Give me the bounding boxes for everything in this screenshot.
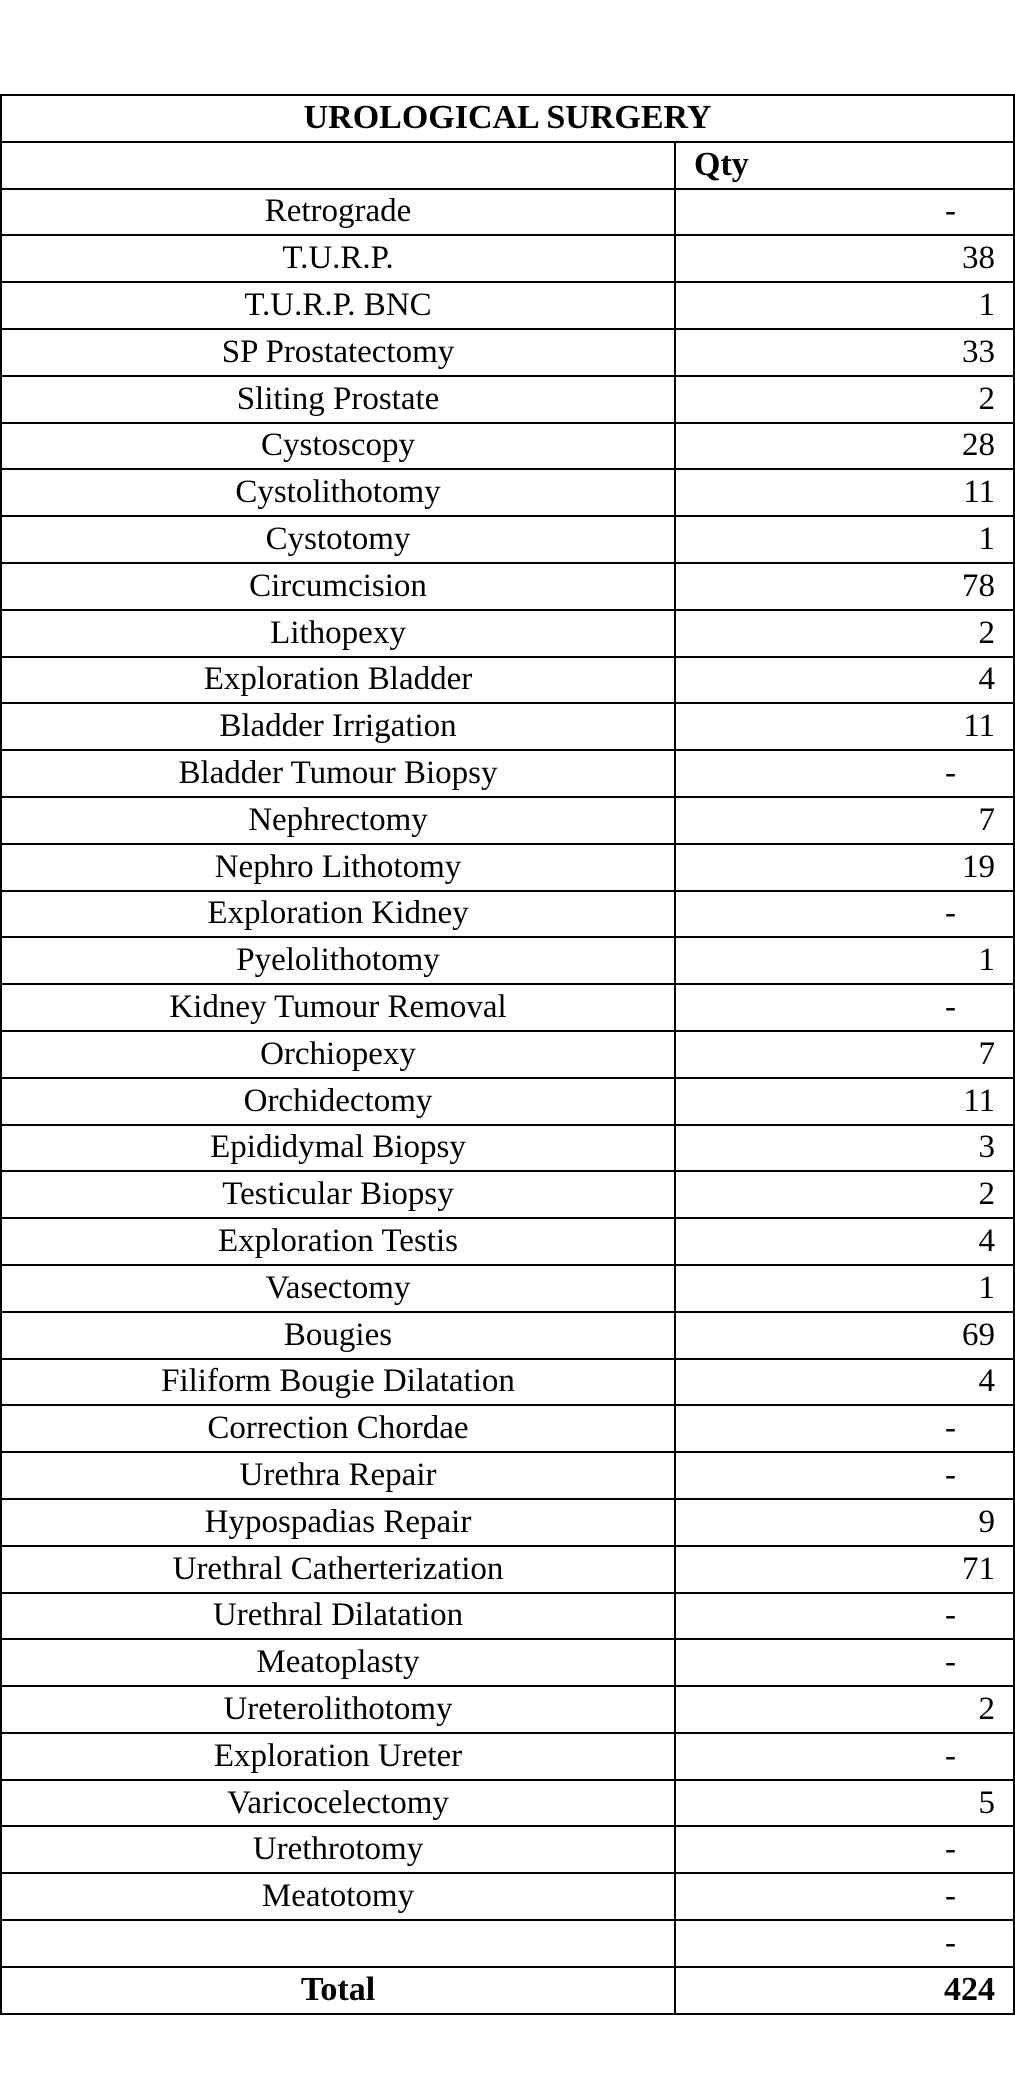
procedure-qty: 2 (675, 1686, 1014, 1733)
procedure-name: Cystolithotomy (1, 469, 675, 516)
procedure-qty: 28 (675, 423, 1014, 470)
procedure-qty: - (675, 1733, 1014, 1780)
procedure-qty: 1 (675, 282, 1014, 329)
table-row (1, 1499, 1014, 1546)
table-row (1, 282, 1014, 329)
procedure-name: Pyelolithotomy (1, 937, 675, 984)
table-row (1, 1312, 1014, 1359)
table-row (1, 1686, 1014, 1733)
procedure-qty: 1 (675, 516, 1014, 563)
procedure-name: Meatotomy (1, 1873, 675, 1920)
table-row (1, 1780, 1014, 1827)
procedure-qty: 7 (675, 797, 1014, 844)
procedure-qty: 78 (675, 563, 1014, 610)
procedure-name: Bladder Tumour Biopsy (1, 750, 675, 797)
table-row (1, 750, 1014, 797)
procedure-qty: 4 (675, 657, 1014, 704)
procedure-qty: - (675, 1639, 1014, 1686)
table-body (1, 95, 1014, 2014)
procedure-name: Urethral Dilatation (1, 1593, 675, 1640)
table-row (1, 891, 1014, 938)
procedure-name: Exploration Kidney (1, 891, 675, 938)
procedure-qty: 38 (675, 235, 1014, 282)
urological-surgery-table (0, 94, 1015, 2015)
procedure-name: Bladder Irrigation (1, 703, 675, 750)
procedure-qty: 2 (675, 376, 1014, 423)
procedure-name: Filiform Bougie Dilatation (1, 1359, 675, 1406)
procedure-name (1, 1920, 675, 1967)
table-row (1, 1920, 1014, 1967)
procedure-name: Urethral Catherterization (1, 1546, 675, 1593)
procedure-qty: - (675, 1452, 1014, 1499)
table-row (1, 1452, 1014, 1499)
procedure-header-cell (1, 142, 675, 189)
procedure-name: Testicular Biopsy (1, 1171, 675, 1218)
procedure-qty: - (675, 1593, 1014, 1640)
procedure-qty: 11 (675, 703, 1014, 750)
total-label: Total (1, 1967, 675, 2014)
table-row (1, 1078, 1014, 1125)
table-row (1, 1593, 1014, 1640)
procedure-qty: 1 (675, 937, 1014, 984)
procedure-name: Exploration Ureter (1, 1733, 675, 1780)
table-row (1, 797, 1014, 844)
table-row (1, 376, 1014, 423)
procedure-qty: 1 (675, 1265, 1014, 1312)
table-row (1, 1125, 1014, 1172)
procedure-qty: - (675, 1826, 1014, 1873)
procedure-name: Exploration Testis (1, 1218, 675, 1265)
procedure-qty: 9 (675, 1499, 1014, 1546)
table-title-row (1, 95, 1014, 142)
table-row (1, 844, 1014, 891)
procedure-qty: 69 (675, 1312, 1014, 1359)
procedure-qty: - (675, 189, 1014, 236)
table-row (1, 610, 1014, 657)
procedure-name: Meatoplasty (1, 1639, 675, 1686)
table-row (1, 235, 1014, 282)
table-row (1, 189, 1014, 236)
procedure-name: Cystotomy (1, 516, 675, 563)
procedure-qty: 2 (675, 1171, 1014, 1218)
procedure-qty: 7 (675, 1031, 1014, 1078)
procedure-name: Bougies (1, 1312, 675, 1359)
procedure-qty: 19 (675, 844, 1014, 891)
procedure-name: Cystoscopy (1, 423, 675, 470)
table-row (1, 1733, 1014, 1780)
table-header-row (1, 142, 1014, 189)
procedure-name: Nephro Lithotomy (1, 844, 675, 891)
table-row (1, 1031, 1014, 1078)
procedure-name: Kidney Tumour Removal (1, 984, 675, 1031)
procedure-qty: 3 (675, 1125, 1014, 1172)
total-row (1, 1967, 1014, 2014)
procedure-name: Exploration Bladder (1, 657, 675, 704)
procedure-qty: 33 (675, 329, 1014, 376)
table-row (1, 1218, 1014, 1265)
table-row (1, 423, 1014, 470)
procedure-qty: - (675, 750, 1014, 797)
table-row (1, 984, 1014, 1031)
procedure-qty: 11 (675, 1078, 1014, 1125)
procedure-qty: 71 (675, 1546, 1014, 1593)
table-row (1, 1873, 1014, 1920)
table-row (1, 516, 1014, 563)
table-row (1, 1171, 1014, 1218)
procedure-name: Sliting Prostate (1, 376, 675, 423)
procedure-name: Urethra Repair (1, 1452, 675, 1499)
procedure-name: T.U.R.P. BNC (1, 282, 675, 329)
table-row (1, 937, 1014, 984)
table-title: UROLOGICAL SURGERY (1, 95, 1014, 142)
procedure-qty: - (675, 1873, 1014, 1920)
procedure-name: Orchidectomy (1, 1078, 675, 1125)
procedure-name: Urethrotomy (1, 1826, 675, 1873)
table-row (1, 1405, 1014, 1452)
procedure-name: Nephrectomy (1, 797, 675, 844)
procedure-name: Epididymal Biopsy (1, 1125, 675, 1172)
surgery-table-container (0, 94, 1015, 2015)
total-value: 424 (675, 1967, 1014, 2014)
procedure-name: Correction Chordae (1, 1405, 675, 1452)
procedure-qty: 2 (675, 610, 1014, 657)
table-row (1, 1265, 1014, 1312)
procedure-name: Circumcision (1, 563, 675, 610)
procedure-name: Ureterolithotomy (1, 1686, 675, 1733)
procedure-qty: 11 (675, 469, 1014, 516)
procedure-name: Orchiopexy (1, 1031, 675, 1078)
procedure-name: T.U.R.P. (1, 235, 675, 282)
procedure-qty: - (675, 1920, 1014, 1967)
procedure-qty: - (675, 1405, 1014, 1452)
procedure-qty: 5 (675, 1780, 1014, 1827)
procedure-qty: - (675, 891, 1014, 938)
table-row (1, 1639, 1014, 1686)
table-row (1, 329, 1014, 376)
table-row (1, 1826, 1014, 1873)
table-row (1, 657, 1014, 704)
procedure-qty: - (675, 984, 1014, 1031)
procedure-qty: 4 (675, 1218, 1014, 1265)
procedure-name: Retrograde (1, 189, 675, 236)
table-row (1, 1546, 1014, 1593)
procedure-name: Varicocelectomy (1, 1780, 675, 1827)
table-row (1, 703, 1014, 750)
table-row (1, 563, 1014, 610)
qty-header: Qty (675, 142, 1014, 189)
procedure-name: Lithopexy (1, 610, 675, 657)
procedure-name: Hypospadias Repair (1, 1499, 675, 1546)
procedure-qty: 4 (675, 1359, 1014, 1406)
procedure-name: SP Prostatectomy (1, 329, 675, 376)
table-row (1, 1359, 1014, 1406)
table-row (1, 469, 1014, 516)
procedure-name: Vasectomy (1, 1265, 675, 1312)
